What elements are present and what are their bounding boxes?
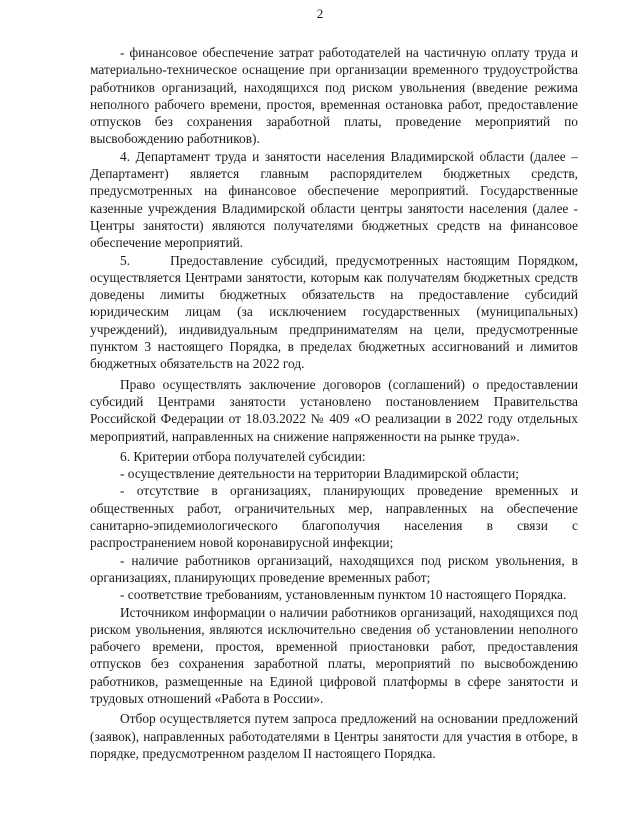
page-number: 2 <box>316 6 324 21</box>
criterion-territory: - осуществление деятельности на территории Владимирской области; <box>120 466 519 482</box>
paragraph-6-criteria-heading: 6. Критерии отбора получателей субсидии: <box>120 448 366 464</box>
paragraph-5-subsidies: 5. Предоставление субсидий, предусмотренных настоящим Порядком, осуществляется Центрами занятости, которым как получателям бюджетных средств доведены лимиты бюджетных обязательств на предоставление субсидий юридическим лицам (за исключением государственных (муниципальных) учреждений), индивидуальным предпринимателям на цели, предусмотренные пунктом 3 настоящего Порядка, в пределах бюджетных ассигнований и лимитов бюджетных обязательств на 2022 год. <box>90 252 578 372</box>
document-body <box>90 44 578 762</box>
criterion-requirements: - соответствие требованиям, установленным пунктом 10 настоящего Порядка. <box>120 587 567 603</box>
criterion-workers-at-risk: - наличие работников организаций, находящихся под риском увольнения, в организациях, планирующих проведение временных работ; <box>90 552 578 585</box>
paragraph-financing-costs: - финансовое обеспечение затрат работодателей на частичную оплату труда и материально-техническое оснащение при организации временного трудоустройства работников организаций, находящихся под риском увольнения (введение режима неполного рабочего времени, простоя, временная остановка работ, предоставление отпусков без сохранения заработной платы, проведение мероприятий по высвобождению работников). <box>90 45 578 147</box>
paragraph-selection-procedure: Отбор осуществляется путем запроса предложений на основании предложений (заявок), направленных работодателями в Центры занятости для участия в отборе, в порядке, предусмотренном разделом II настоящего Порядка. <box>90 711 578 761</box>
paragraph-agreement-right: Право осуществлять заключение договоров (соглашений) о предоставлении субсидий Центрами занятости установлено постановлением Правительства Российской Федерации от 18.03.2022 № 409 «О реализации в 2022 году отдельных мероприятий, направленных на снижение напряженности на рынке труда». <box>90 376 578 444</box>
criterion-no-restrictions: - отсутствие в организациях, планирующих проведение временных и общественных работ, ограничительных мер, направленных на обеспечение санитарно-эпидемиологического благополучия населения в связи с распространением новой коронавирусной инфекции; <box>90 483 578 551</box>
paragraph-information-source: Источником информации о наличии работников организаций, находящихся под риском увольнения, являются исключительно сведения об установлении неполного рабочего времени, простоя, временной приостановки работ, предоставления отпусков без сохранения заработной платы, мероприятий по высвобождению работников, размещенные на Единой цифровой платформы в сфере занятости и трудовых отношений «Работа в России». <box>90 604 578 706</box>
paragraph-4-department: 4. Департамент труда и занятости населения Владимирской области (далее – Департамент) является главным распорядителем бюджетных средств, предусмотренных на финансовое обеспечение мероприятий. Государственные казенные учреждения Владимирской области центры занятости населения (далее - Центры занятости) являются получателями бюджетных средств на финансовое обеспечение мероприятий. <box>90 148 578 251</box>
